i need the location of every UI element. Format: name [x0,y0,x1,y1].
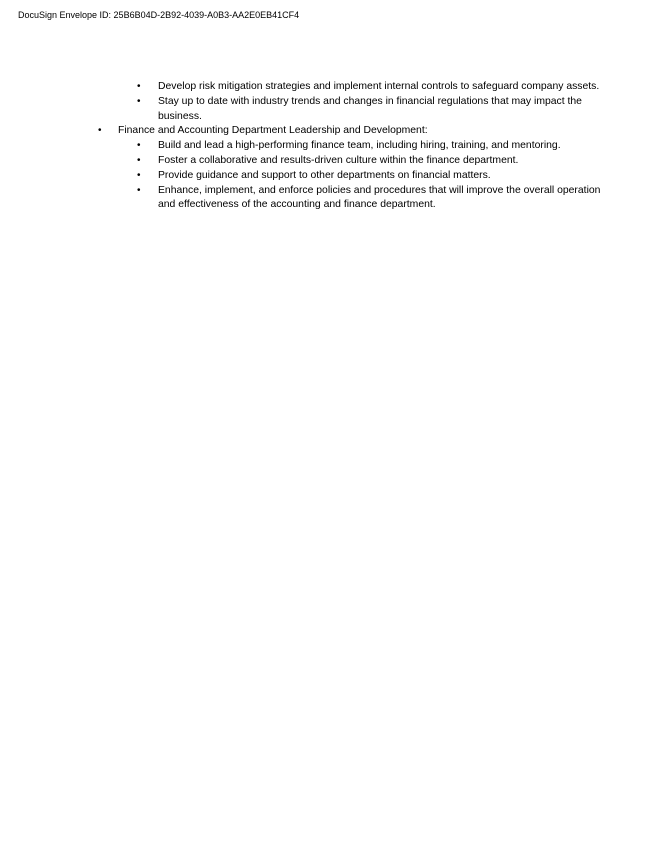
section-heading-item [98,124,608,139]
list-item [137,154,618,169]
list-item [137,139,618,154]
bullet-icon: • [137,184,141,196]
bullet-icon: • [137,81,141,92]
list-item-text: Stay up to date with industry trends and changes in financial regulations that may impact the business. [158,95,582,122]
bullet-icon: • [137,154,141,166]
bullet-icon: • [137,169,141,181]
section-heading: Finance and Accounting Department Leadership and Development: [118,125,428,137]
list-item-text: Enhance, implement, and enforce policies and procedures that will improve the overall operation and effectiveness of the accounting and finance department. [158,184,601,211]
bullet-icon: • [98,125,102,137]
list-item [137,80,618,95]
list-item [137,95,618,125]
list-item-text: Foster a collaborative and results-driven culture within the finance department. [158,154,519,166]
list-item-text: Provide guidance and support to other departments on financial matters. [158,169,491,181]
list-item-text: Develop risk mitigation strategies and implement internal controls to safeguard company assets. [158,81,600,92]
list-item-text: Build and lead a high-performing finance team, including hiring, training, and mentoring. [158,140,561,152]
bullet-icon: • [137,140,141,152]
list-item [137,184,618,214]
list-item [137,169,618,184]
document-body [0,80,670,213]
docusign-envelope-id: DocuSign Envelope ID: 25B6B04D-2B92-4039-A0B3-AA2E0EB41CF4 [18,10,300,20]
bullet-icon: • [137,95,141,107]
